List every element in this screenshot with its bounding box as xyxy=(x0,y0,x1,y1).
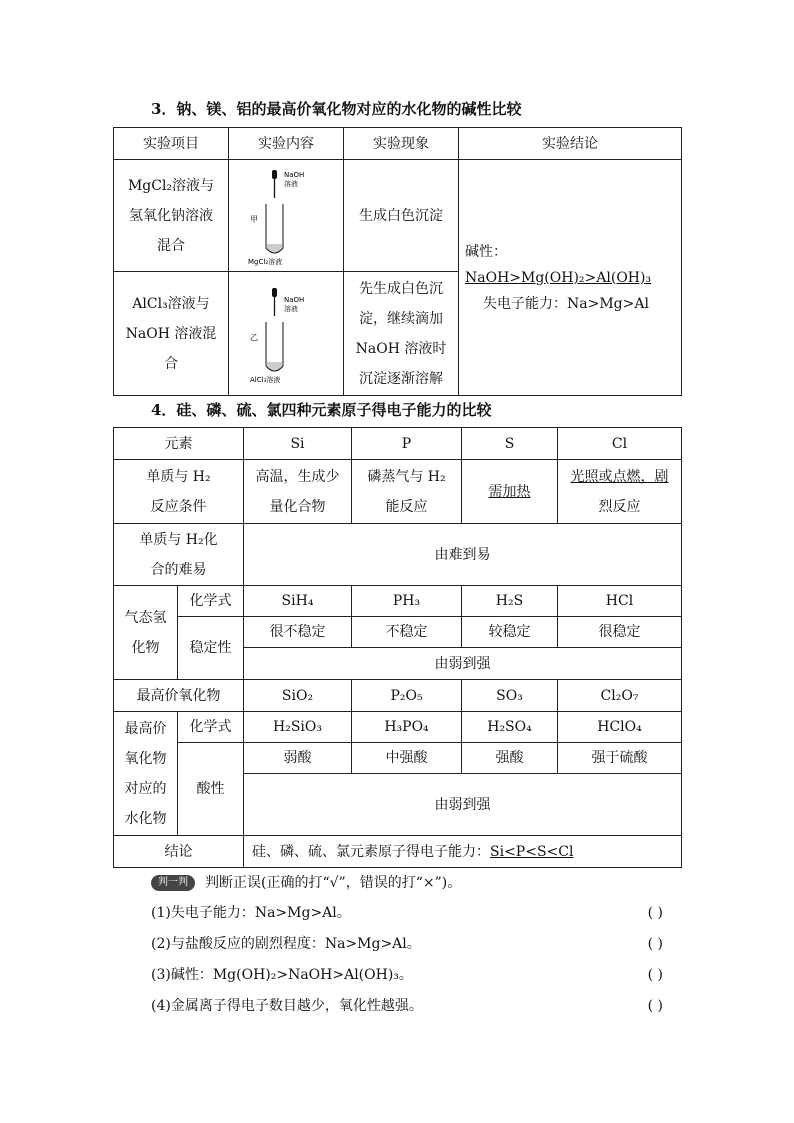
judge-instruction-line xyxy=(151,872,461,892)
judge-item: (4)金属离子得电子数目越少，氧化性越强。 ( ) xyxy=(151,995,671,1017)
oxide-formula: SO₃ xyxy=(462,680,558,712)
element-p: P xyxy=(352,428,462,460)
stability-trend: 由弱到强 xyxy=(244,648,682,680)
oxide-formula: Cl₂O₇ xyxy=(558,680,682,712)
row-label: 最高价氧化物 xyxy=(114,680,244,712)
svg-text:溶液: 溶液 xyxy=(284,179,298,188)
answer-blank[interactable]: ( ) xyxy=(647,936,663,952)
header-cell: 元素 xyxy=(114,428,244,460)
acidity: 中强酸 xyxy=(352,743,462,774)
element-s: S xyxy=(462,428,558,460)
header-cell: 实验项目 xyxy=(114,128,229,160)
row-label: 单质与 H₂ 反应条件 xyxy=(114,460,244,524)
header-cell: 实验结论 xyxy=(459,128,682,160)
experiment-item: AlCl₃溶液与 NaOH 溶液混 合 xyxy=(114,272,229,396)
acid-formula: H₂SO₄ xyxy=(462,712,558,743)
row-label: 结论 xyxy=(114,836,244,868)
judge-instruction: 判断正误(正确的打“√”，错误的打“×”)。 xyxy=(205,875,462,891)
experiment-figure xyxy=(229,272,344,396)
hydride-formula: SiH₄ xyxy=(244,586,352,617)
judge-item: (2)与盐酸反应的剧烈程度：Na>Mg>Al。 ( ) xyxy=(151,933,671,955)
svg-text:AlCl₃溶液: AlCl₃溶液 xyxy=(250,375,281,384)
sub-label: 化学式 xyxy=(178,586,244,617)
test-tube-dropper-icon xyxy=(236,164,336,268)
acidity: 强酸 xyxy=(462,743,558,774)
acidity: 强于硫酸 xyxy=(558,743,682,774)
answer-blank[interactable]: ( ) xyxy=(647,905,663,921)
row-label: 气态氢 化物 xyxy=(114,586,178,680)
element-si: Si xyxy=(244,428,352,460)
acid-formula: H₂SiO₃ xyxy=(244,712,352,743)
acidity-trend: 由弱到强 xyxy=(244,774,682,836)
judge-item: (1)失电子能力：Na>Mg>Al。 ( ) xyxy=(151,902,671,924)
judge-item: (3)碱性：Mg(OH)₂>NaOH>Al(OH)₃。 ( ) xyxy=(151,964,671,986)
hydride-formula: H₂S xyxy=(462,586,558,617)
experiment-item: MgCl₂溶液与 氢氧化钠溶液 混合 xyxy=(114,160,229,272)
svg-text:NaOH: NaOH xyxy=(284,170,305,179)
reaction-condition: 磷蒸气与 H₂ 能反应 xyxy=(352,460,462,524)
svg-text:溶液: 溶液 xyxy=(284,304,298,313)
oxide-formula: P₂O₅ xyxy=(352,680,462,712)
header-cell: 实验内容 xyxy=(229,128,344,160)
stability: 较稳定 xyxy=(462,617,558,648)
element-cl: Cl xyxy=(558,428,682,460)
oxide-formula: SiO₂ xyxy=(244,680,352,712)
phenomenon: 生成白色沉淀 xyxy=(344,160,459,272)
svg-text:甲: 甲 xyxy=(250,214,258,224)
test-tube-dropper-icon xyxy=(236,282,336,386)
basicity-table xyxy=(113,127,682,396)
row-label: 最高价 氧化物 对应的 水化物 xyxy=(114,712,178,836)
svg-text:MgCl₂溶液: MgCl₂溶液 xyxy=(248,257,283,266)
ease-value: 由难到易 xyxy=(244,524,682,586)
svg-text:乙: 乙 xyxy=(250,332,258,342)
sub-label: 酸性 xyxy=(178,743,244,836)
svg-text:NaOH: NaOH xyxy=(284,295,305,304)
experiment-conclusion: 碱性： NaOH>Mg(OH)₂>Al(OH)₃ 失电子能力：Na>Mg>Al xyxy=(459,160,682,396)
header-cell: 实验现象 xyxy=(344,128,459,160)
phenomenon: 先生成白色沉 淀，继续滴加 NaOH 溶液时 沉淀逐渐溶解 xyxy=(344,272,459,396)
experiment-figure xyxy=(229,160,344,272)
answer-blank[interactable]: ( ) xyxy=(647,998,663,1014)
stability: 很稳定 xyxy=(558,617,682,648)
hydride-formula: HCl xyxy=(558,586,682,617)
row-label: 单质与 H₂化 合的难易 xyxy=(114,524,244,586)
stability: 很不稳定 xyxy=(244,617,352,648)
reaction-condition: 需加热 xyxy=(462,460,558,524)
acidity: 弱酸 xyxy=(244,743,352,774)
section4-heading: 4．硅、磷、硫、氯四种元素原子得电子能力的比较 xyxy=(151,401,492,419)
reaction-condition: 高温，生成少 量化合物 xyxy=(244,460,352,524)
judge-badge: 判一判 xyxy=(151,875,195,891)
acid-formula: H₃PO₄ xyxy=(352,712,462,743)
section3-heading: 3．钠、镁、铝的最高价氧化物对应的水化物的碱性比较 xyxy=(151,100,522,118)
hydride-formula: PH₃ xyxy=(352,586,462,617)
element-comparison-table xyxy=(113,427,682,868)
sub-label: 稳定性 xyxy=(178,617,244,680)
comparison-conclusion: 硅、磷、硫、氯元素原子得电子能力：Si<P<S<Cl xyxy=(244,836,682,868)
reaction-condition: 光照或点燃，剧 烈反应 xyxy=(558,460,682,524)
acid-formula: HClO₄ xyxy=(558,712,682,743)
stability: 不稳定 xyxy=(352,617,462,648)
answer-blank[interactable]: ( ) xyxy=(647,967,663,983)
sub-label: 化学式 xyxy=(178,712,244,743)
